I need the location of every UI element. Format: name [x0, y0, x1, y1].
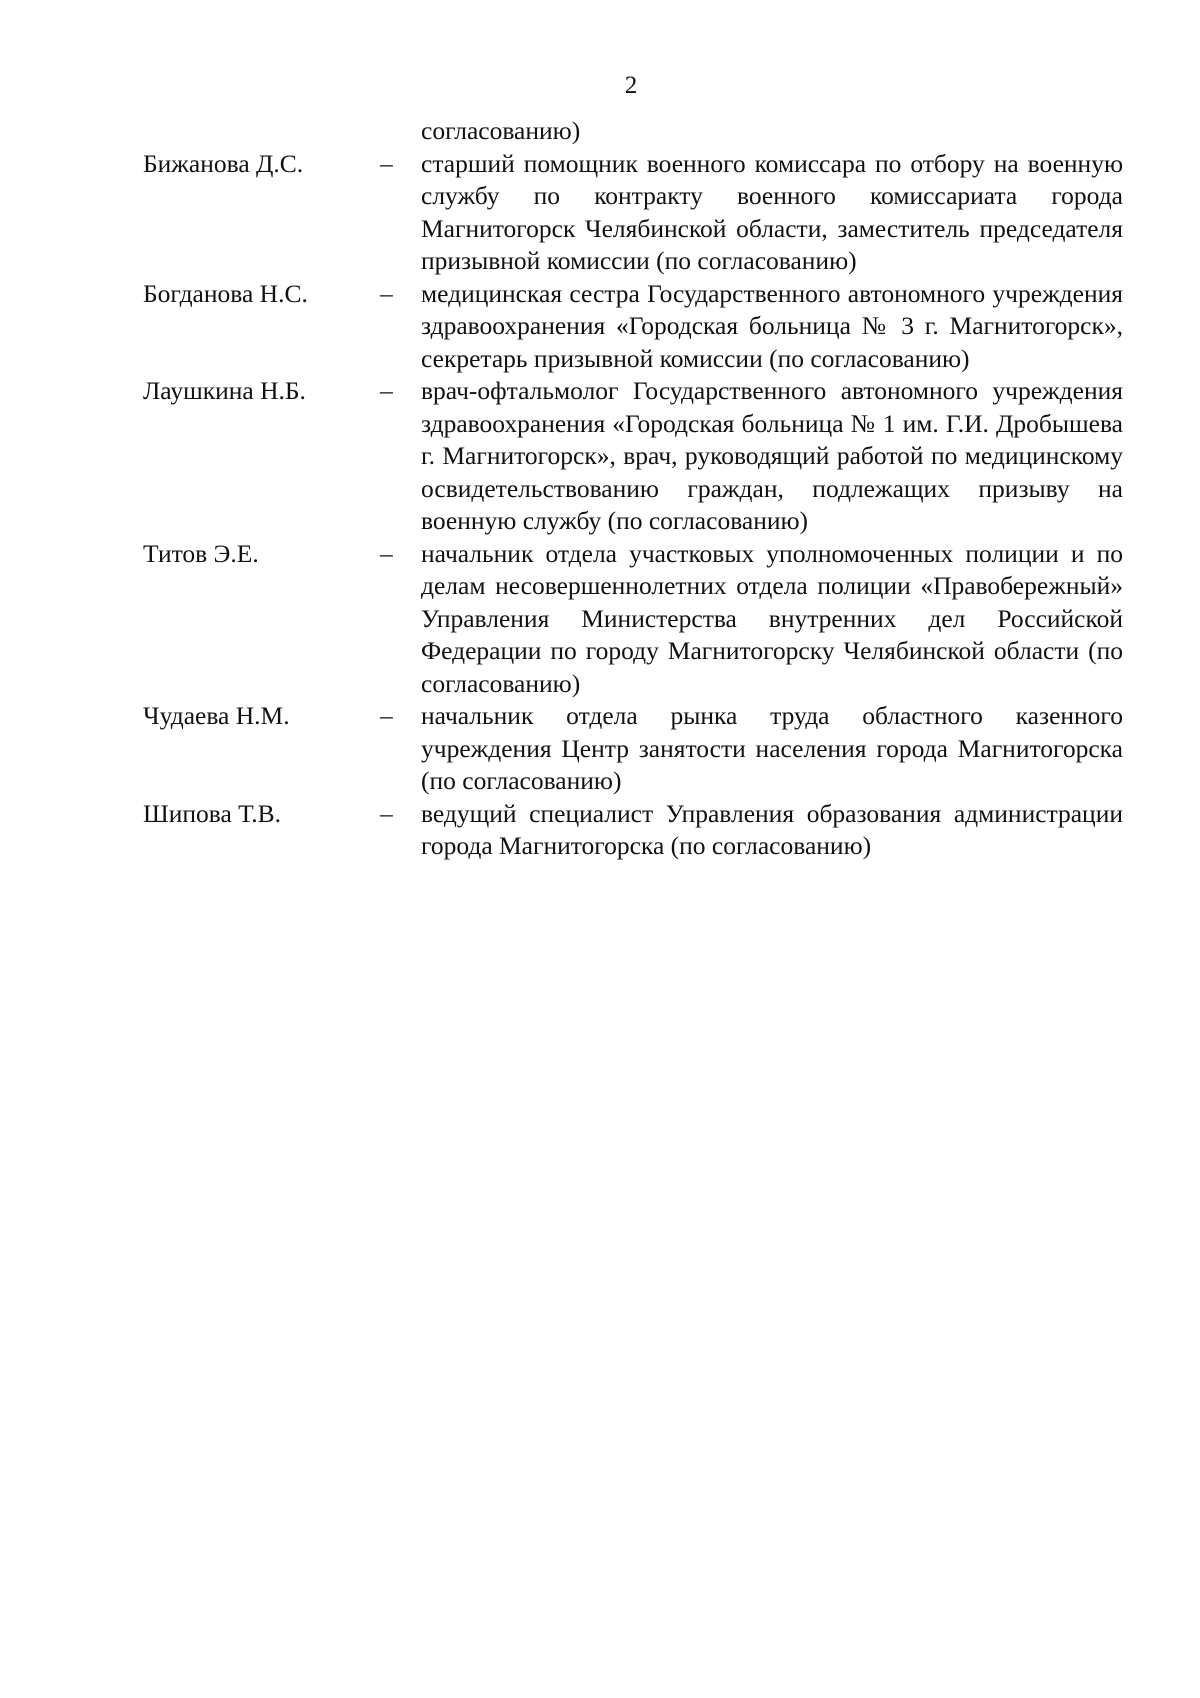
dash-separator: –: [380, 376, 393, 405]
member-name: Чудаева Н.М.: [143, 701, 290, 730]
member-description: ведущий специалист Управления образования администрации города Магнитогорска (по согласованию): [421, 798, 1123, 860]
member-description: врач-офтальмолог Государственного автономного учреждения здравоохранения «Городская больница № 1 им. Г.И. Дробышева г. Магнитогорск», врач, руководящий работой по медицинскому освидетельствованию граждан, подлежащих призыву на военную службу (по согласованию): [421, 376, 1123, 535]
dash-separator: –: [380, 538, 393, 568]
member-row: [143, 538, 1123, 701]
member-description: начальник отдела рынка труда областного казенного учреждения Центр занятости населения города Магнитогорска (по согласованию): [421, 701, 1123, 795]
member-description: старший помощник военного комиссара по отбору на военную службу по контракту военного комиссариата города Магнитогорск Челябинской области, заместитель председателя призывной комиссии (по согласованию): [421, 148, 1123, 275]
member-description: медицинская сестра Государственного автономного учреждения здравоохранения «Городская больница № 3 г. Магнитогорск», секретарь призывной комиссии (по согласованию): [421, 278, 1123, 373]
member-name: Шипова Т.В.: [143, 798, 281, 828]
dash-separator: –: [380, 278, 393, 308]
member-description: начальник отдела участковых уполномоченных полиции и по делам несовершеннолетних отдела полиции «Правобережный» Управления Министерства внутренних дел Российской Федерации по городу Магнитогорску Челябинской области (по согласованию): [421, 538, 1123, 698]
member-row: [143, 278, 1123, 376]
member-row: [143, 375, 1123, 538]
previous-entry-continuation: согласованию): [421, 116, 581, 145]
member-name: Богданова Н.С.: [143, 278, 308, 308]
member-name: Титов Э.Е.: [143, 538, 259, 568]
member-name: Бижанова Д.С.: [143, 148, 304, 178]
dash-separator: –: [380, 701, 393, 730]
member-row: [143, 798, 1123, 863]
member-row: [143, 148, 1123, 278]
dash-separator: –: [380, 798, 393, 828]
dash-separator: –: [380, 148, 393, 178]
member-row: [143, 700, 1123, 798]
member-name: Лаушкина Н.Б.: [143, 376, 306, 405]
commission-members-list: [143, 115, 1123, 863]
page-number: 2: [624, 72, 638, 99]
